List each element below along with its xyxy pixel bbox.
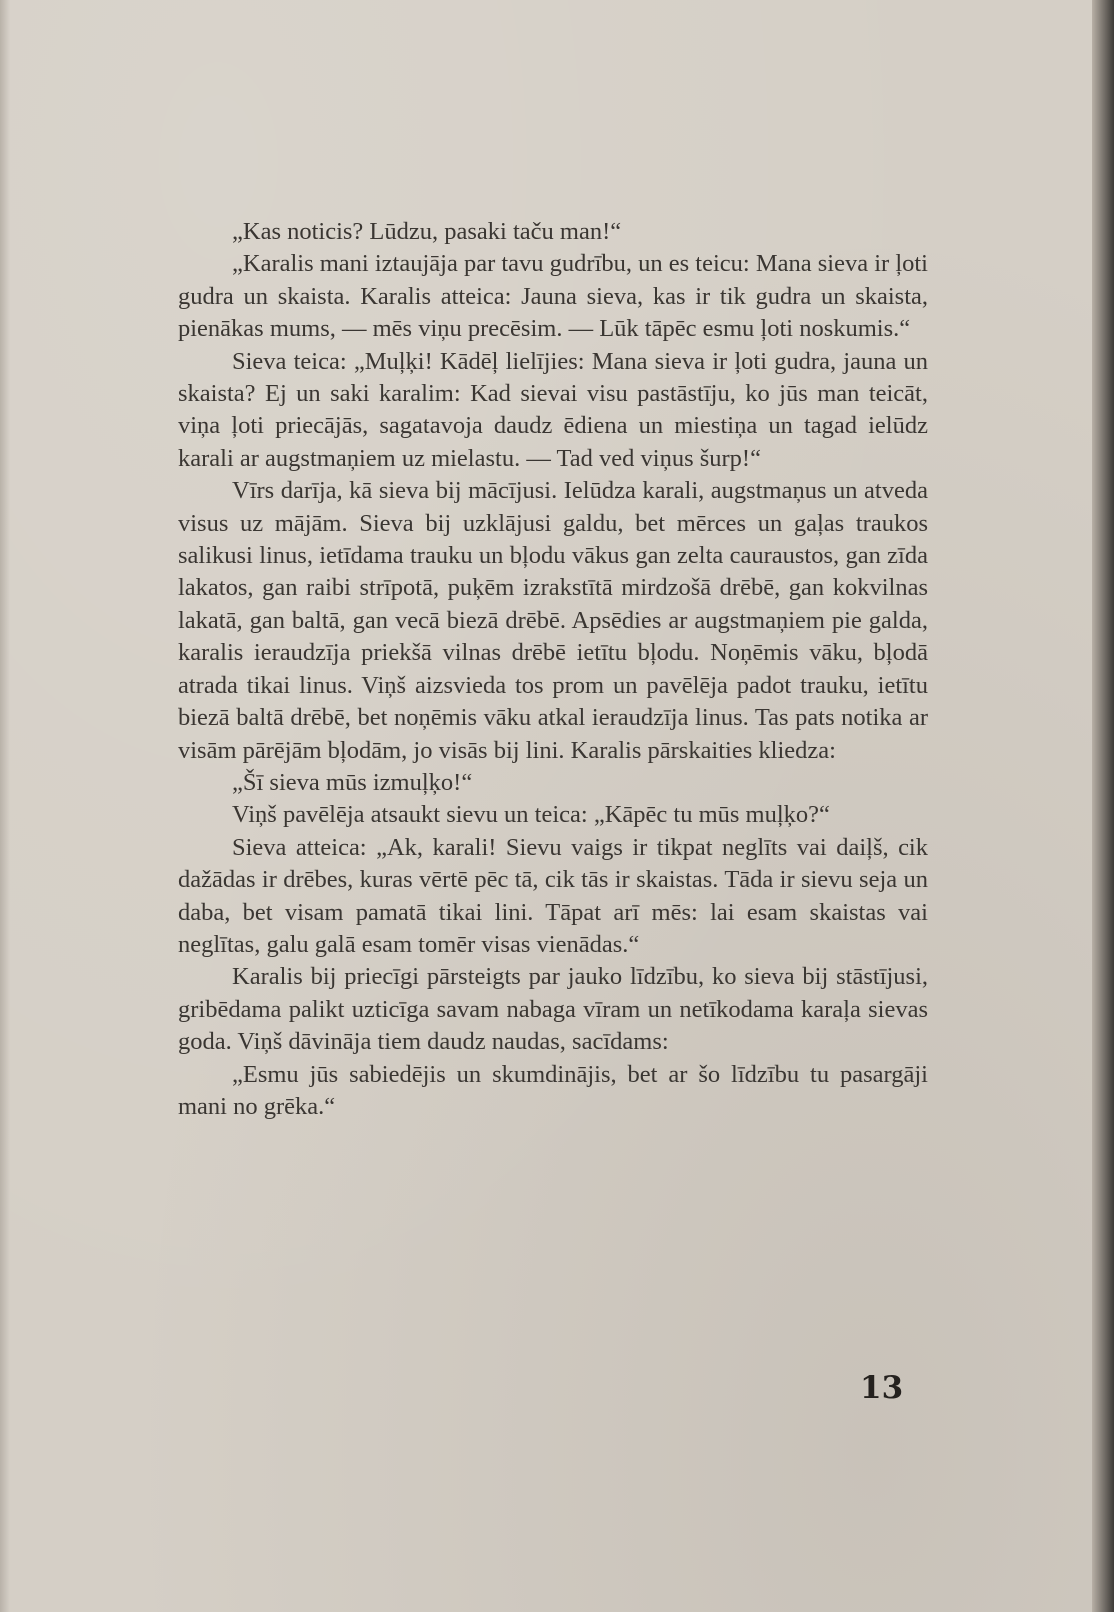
- paragraph-8: Karalis bij priecīgi pārsteigts par jauko līdzību, ko sieva bij stāstījusi, gribēdama palikt uzticīga savam nabaga vīram un netīkodama karaļa sievas goda. Viņš dāvināja tiem daudz naudas, sacīdams:: [178, 963, 928, 1056]
- paragraph-6: Viņš pavēlēja atsaukt sievu un teica: „Kāpēc tu mūs muļķo?“: [232, 801, 830, 829]
- body-text: [178, 216, 928, 1123]
- paragraph-3: Sieva teica: „Muļķi! Kādēļ lielījies: Mana sieva ir ļoti gudra, jauna un skaista? Ej un saki karalim: Kad sievai visu pastāstīju, ko jūs man teicāt, viņa ļoti priecājās, sagatavoja daudz ēdiena un miestiņa un tagad ielūdz karali ar augstmaņiem uz mielastu. — Tad ved viņus šurp!“: [178, 347, 928, 472]
- paragraph-9: „Esmu jūs sabiedējis un skumdinājis, bet ar šo līdzību tu pasargāji mani no grēka.“: [178, 1060, 928, 1120]
- page-left-edge: [0, 0, 10, 1612]
- paragraph-4: Vīrs darīja, kā sieva bij mācījusi. Ielūdza karali, augstmaņus un atveda visus uz mājām. Sieva bij uzklājusi galdu, bet mērces un gaļas traukos salikusi linus, ietīdama trauku un bļodu vākus gan zelta cauraustos, gan zīda lakatos, gan raibi strīpotā, puķēm izrakstītā mirdzošā drēbē, gan kokvilnas lakatā, gan baltā, gan vecā biezā drēbē. Apsēdies ar augstmaņiem pie galda, karalis ieraudzīja priekšā vilnas drēbē ietītu bļodu. Noņēmis vāku, bļodā atrada tikai linus. Viņš aizsvieda tos prom un pavēlēja padot trauku, ietītu biezā baltā drēbē, bet noņēmis vāku atkal ieraudzīja linus. Tas pats notika ar visām pārējām bļodām, jo visās bij lini. Karalis pārskaities kliedza:: [178, 477, 928, 764]
- paragraph-1: „Kas noticis? Lūdzu, pasaki taču man!“: [232, 218, 622, 245]
- paragraph-5: „Šī sieva mūs izmuļķo!“: [232, 768, 473, 796]
- paragraph-2: „Karalis mani iztaujāja par tavu gudrību, un es teicu: Mana sieva ir ļoti gudra un skaista. Karalis atteica: Jauna sieva, kas ir tik gudra un skaista, pienākas mums, — mēs viņu precēsim. — Lūk tāpēc esmu ļoti noskumis.“: [178, 250, 928, 343]
- page-binding-shadow: [1092, 0, 1114, 1612]
- paragraph-7: Sieva atteica: „Ak, karali! Sievu vaigs ir tikpat neglīts vai daiļš, cik dažādas ir drēbes, kuras vērtē pēc tā, cik tās ir skaistas. Tāda ir sievu seja un daba, bet visam pamatā tikai lini. Tāpat arī mēs: lai esam skaistas vai neglītas, galu galā esam tomēr visas vienādas.“: [178, 833, 928, 958]
- page-number: 13: [860, 1370, 904, 1406]
